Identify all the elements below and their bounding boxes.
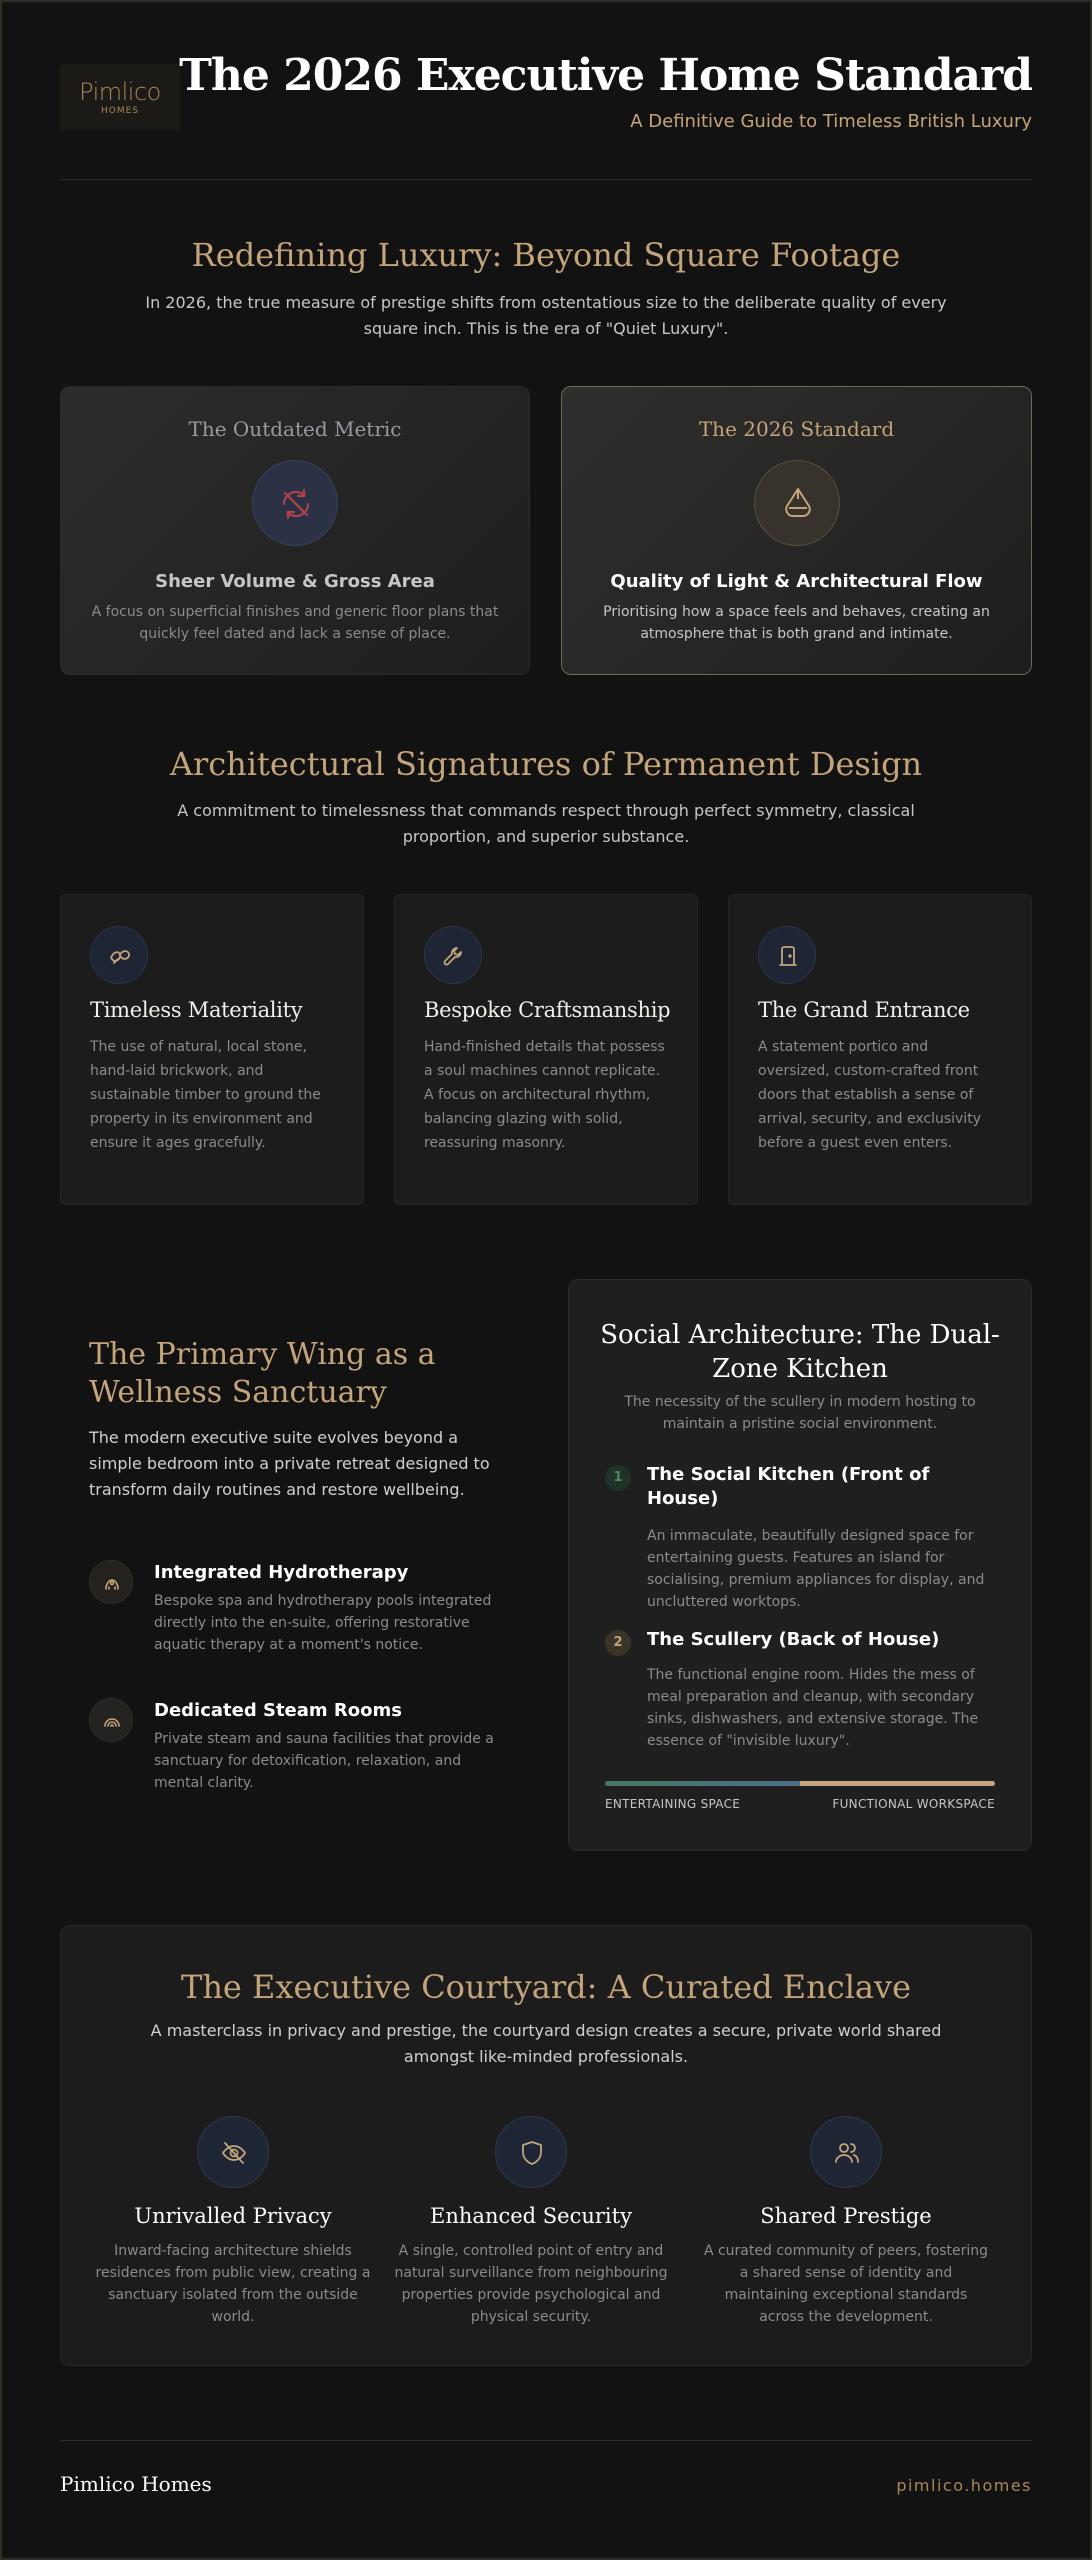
kitchen-zone-bar bbox=[605, 1781, 995, 1786]
outdated-metric-label: The Outdated Metric bbox=[188, 417, 402, 441]
signatures-section-description: A commitment to timelessness that commands respect through perfect symmetry, classical proportion, and superior substance. bbox=[177, 801, 915, 846]
wellness-title: Integrated Hydrotherapy bbox=[154, 1562, 409, 1583]
zone-title: The Scullery (Back of House) bbox=[647, 1629, 940, 1650]
kitchen-card bbox=[568, 1279, 1032, 1851]
feature-body: Hand-finished details that possess a soul machines cannot replicate. A focus on architectural rhythm, balancing glazing with solid, reassuring masonry. bbox=[424, 1039, 665, 1151]
feature-body: A statement portico and oversized, custom-crafted front doors that establish a sense of arrival, security, and exclusivity before a guest even enters. bbox=[758, 1039, 981, 1151]
steam-icon bbox=[89, 1698, 133, 1742]
wellness-body: Bespoke spa and hydrotherapy pools integrated directly into the en-suite, offering restorative aquatic therapy at a moment's notice. bbox=[154, 1593, 492, 1653]
wellness-title: Dedicated Steam Rooms bbox=[154, 1700, 402, 1721]
gem-icon bbox=[754, 460, 840, 546]
users-icon bbox=[810, 2116, 882, 2188]
kitchen-description: The necessity of the scullery in modern hosting to maintain a pristine social environment. bbox=[624, 1394, 976, 1432]
shield-icon bbox=[495, 2116, 567, 2188]
footer-website-link[interactable]: pimlico.homes bbox=[896, 2476, 1032, 2495]
kitchen-bar-left-label: ENTERTAINING SPACE bbox=[605, 1797, 741, 1811]
feature-card-entrance bbox=[728, 894, 1032, 1205]
courtyard-item-title: Unrivalled Privacy bbox=[134, 2204, 332, 2228]
feature-body: The use of natural, local stone, hand-laid brickwork, and sustainable timber to ground the property in its environment and ensure it ages gracefully. bbox=[90, 1039, 321, 1151]
luxury-section-description: In 2026, the true measure of prestige shifts from ostentatious size to the deliberate quality of every square inch. This is the era of "Quiet Luxury". bbox=[145, 293, 947, 338]
standard-2026-label: The 2026 Standard bbox=[698, 417, 895, 441]
hydrotherapy-icon bbox=[89, 1560, 133, 1604]
feature-card-craftsmanship bbox=[394, 894, 698, 1205]
wing-section-description: The modern executive suite evolves beyond a simple bedroom into a private retreat designed to transform daily routines and restore wellbeing. bbox=[89, 1428, 490, 1499]
feature-card-materiality bbox=[60, 894, 364, 1205]
feature-title: Timeless Materiality bbox=[90, 998, 303, 1022]
zone-title: The Social Kitchen (Front of House) bbox=[647, 1464, 930, 1509]
logo-wordmark: Pimlico bbox=[79, 78, 161, 106]
signatures-section-title: Architectural Signatures of Permanent Design bbox=[169, 745, 923, 783]
courtyard-item-body: Inward-facing architecture shields residences from public view, creating a sanctuary isolated from the outside world. bbox=[95, 2243, 371, 2325]
courtyard-item-body: A single, controlled point of entry and natural surveillance from neighbouring properties provide psychological and physical security. bbox=[394, 2243, 668, 2325]
footer-divider bbox=[60, 2440, 1032, 2441]
standard-2026-body: Prioritising how a space feels and behaves, creating an atmosphere that is both grand and intimate. bbox=[603, 604, 990, 642]
wellness-body: Private steam and sauna facilities that provide a sanctuary for detoxification, relaxation, and mental clarity. bbox=[154, 1731, 494, 1791]
standard-2026-heading: Quality of Light & Architectural Flow bbox=[610, 571, 983, 592]
wing-section-title: The Primary Wing as a Wellness Sanctuary bbox=[89, 1337, 436, 1410]
shrink-icon bbox=[252, 460, 338, 546]
feature-title: The Grand Entrance bbox=[758, 998, 970, 1022]
outdated-metric-body: A focus on superficial finishes and generic floor plans that quickly feel dated and lack a sense of place. bbox=[91, 604, 499, 642]
zone-number: 1 bbox=[605, 1465, 631, 1491]
door-icon bbox=[758, 926, 816, 984]
kitchen-title: Social Architecture: The Dual-Zone Kitchen bbox=[600, 1320, 1000, 1384]
zone-body: The functional engine room. Hides the mess of meal preparation and cleanup, with secondary sinks, dishwashers, and extensive storage. The essence of "invisible luxury". bbox=[647, 1667, 979, 1749]
zone-number: 2 bbox=[605, 1630, 631, 1656]
zone-body: An immaculate, beautifully designed space for entertaining guests. Features an island for socialising, premium appliances for display, and uncluttered worktops. bbox=[647, 1528, 985, 1610]
courtyard-description: A masterclass in privacy and prestige, the courtyard design creates a secure, private world shared amongst like-minded professionals. bbox=[150, 2021, 942, 2066]
materials-icon bbox=[90, 926, 148, 984]
logo-subtext: HOMES bbox=[100, 106, 140, 116]
header-divider bbox=[60, 179, 1032, 180]
courtyard-title: The Executive Courtyard: A Curated Enclave bbox=[180, 1968, 912, 2006]
kitchen-bar-right-label: FUNCTIONAL WORKSPACE bbox=[832, 1797, 995, 1811]
page-title: The 2026 Executive Home Standard bbox=[179, 50, 1032, 101]
eye-off-icon bbox=[197, 2116, 269, 2188]
outdated-metric-heading: Sheer Volume & Gross Area bbox=[155, 571, 435, 592]
courtyard-card bbox=[60, 1925, 1032, 2366]
feature-title: Bespoke Craftsmanship bbox=[424, 998, 671, 1022]
footer-brand: Pimlico Homes bbox=[60, 2472, 212, 2496]
luxury-section-title: Redefining Luxury: Beyond Square Footage bbox=[191, 236, 901, 274]
courtyard-item-body: A curated community of peers, fostering a shared sense of identity and maintaining exceptional standards across the development. bbox=[703, 2243, 989, 2325]
standard-2026-card bbox=[561, 386, 1032, 675]
brand-logo[interactable] bbox=[60, 64, 180, 130]
wrench-icon bbox=[424, 926, 482, 984]
outdated-metric-card bbox=[60, 386, 530, 675]
page-subtitle: A Definitive Guide to Timeless British Luxury bbox=[630, 111, 1032, 132]
courtyard-item-title: Shared Prestige bbox=[760, 2204, 932, 2228]
courtyard-item-title: Enhanced Security bbox=[430, 2204, 632, 2228]
